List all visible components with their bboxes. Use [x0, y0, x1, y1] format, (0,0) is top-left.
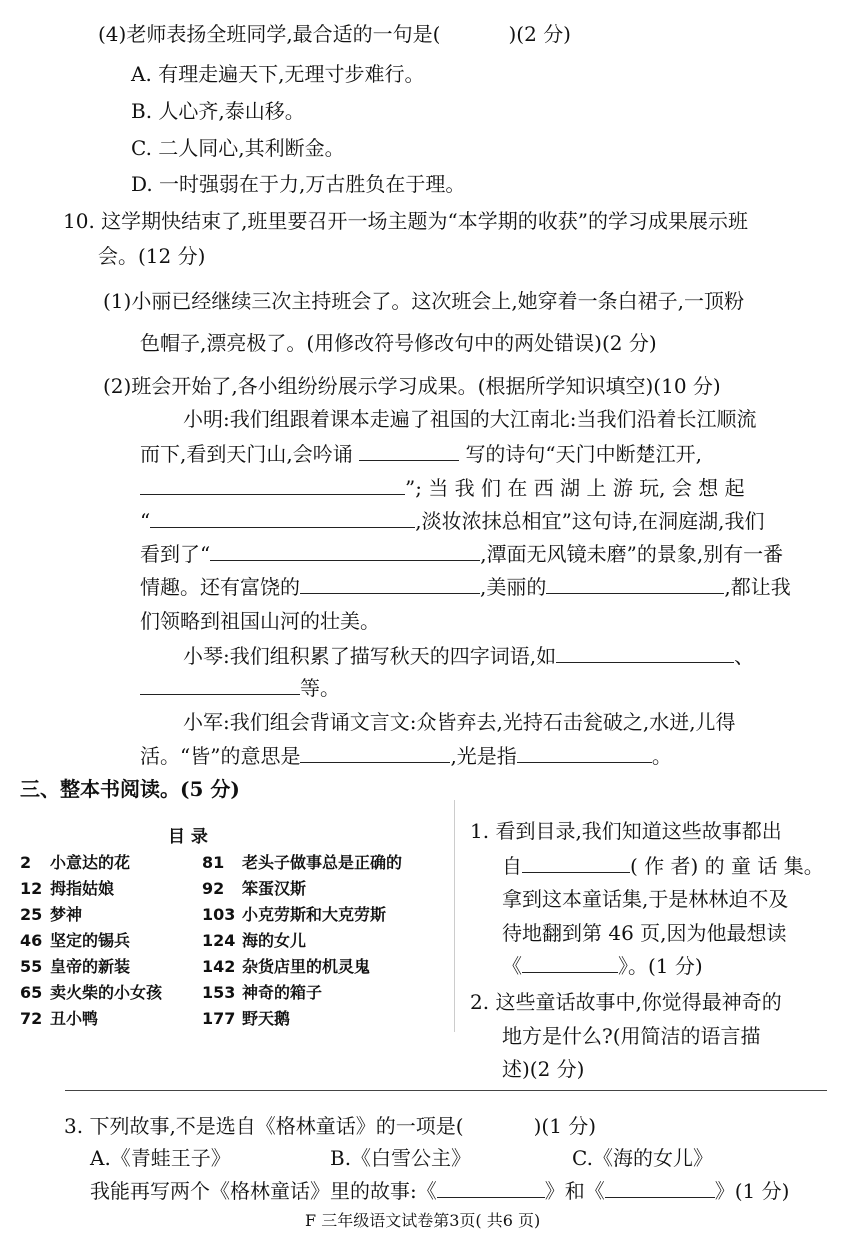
toc-title2-cell: 神奇的箱子	[242, 983, 323, 1002]
toc-row	[20, 876, 306, 899]
s3-q3-option-a: A.《青蛙王子》	[90, 1146, 231, 1170]
q10-p6b: ,美丽的	[480, 575, 547, 599]
s3-q1-l4: 待地翻到第 46 页,因为他最想读	[502, 921, 787, 945]
q10-p3-text: ”; 当 我 们 在 西 湖 上 游 玩, 会 想 起	[405, 476, 745, 500]
blank-author[interactable]	[522, 852, 630, 873]
s3-q2-l3: 述)(2 分)	[502, 1057, 585, 1081]
q10-p6	[140, 571, 791, 600]
s3-q1-l5	[502, 950, 703, 979]
toc-title2-cell: 海的女儿	[242, 931, 307, 950]
s3-q1-l2a: 自	[502, 854, 522, 878]
toc-title-cell: 卖火柴的小女孩	[50, 983, 163, 1002]
toc-title2-cell: 小克劳斯和大克劳斯	[242, 905, 387, 924]
q10-line1: 10. 这学期快结束了,班里要召开一场主题为“本学期的收获”的学习成果展示班	[63, 209, 748, 233]
blank-autumn-word-2[interactable]	[140, 674, 300, 695]
q10-p11b: ,光是指	[450, 744, 517, 768]
toc-page: 25	[20, 905, 43, 924]
s3-q3-stem-end: )(1 分)	[533, 1114, 597, 1138]
toc-title-cell: 皇帝的新装	[50, 957, 131, 976]
toc-title-cell: 梦神	[50, 905, 83, 924]
toc-title2-cell: 杂货店里的机灵鬼	[242, 957, 371, 976]
q10-sub1-line1: (1)小丽已经继续三次主持班会了。这次班会上,她穿着一条白裙子,一顶粉	[103, 289, 745, 313]
toc-page: 55	[20, 957, 43, 976]
q10-p3	[140, 472, 745, 501]
q10-p1: 小明:我们组跟着课本走遍了祖国的大江南北:当我们沿着长江顺流	[183, 407, 757, 431]
toc-page: 65	[20, 983, 43, 1002]
toc-row	[20, 928, 306, 951]
q10-p11a: 活。“皆”的意思是	[140, 744, 301, 768]
q10-p10: 小军:我们组会背诵文言文:众皆弃去,光持石击瓮破之,水迸,儿得	[183, 710, 736, 734]
toc-row	[20, 902, 386, 925]
blank-grimm-story-2[interactable]	[605, 1177, 715, 1198]
s3-q1-l5a: 《	[502, 954, 522, 978]
s3-q1-l3: 拿到这本童话集,于是林林迫不及	[502, 887, 789, 911]
q10-line2: 会。(12 分)	[98, 244, 206, 268]
q9-4-option-c: C. 二人同心,其利断金。	[131, 136, 345, 160]
q10-p6c: ,都让我	[724, 575, 791, 599]
q10-p2b: 写的诗句“天门中断楚江开,	[465, 442, 703, 466]
blank-beautiful-place[interactable]	[546, 573, 724, 594]
q10-p6a: 情趣。还有富饶的	[140, 575, 300, 599]
q10-p11	[140, 740, 672, 769]
s3-q3-extra-a: 我能再写两个《格林童话》里的故事:《	[90, 1179, 437, 1203]
blank-grimm-story-1[interactable]	[437, 1177, 545, 1198]
blank-jie-meaning[interactable]	[300, 742, 450, 763]
q10-p4b: ,淡妆浓抹总相宜”这句诗,在洞庭湖,我们	[415, 509, 765, 533]
q10-sub1-line2: 色帽子,漂亮极了。(用修改符号修改句中的两处错误)(2 分)	[140, 331, 657, 355]
toc-title2-cell: 老头子做事总是正确的	[242, 853, 403, 872]
toc-title2-cell: 野天鹅	[242, 1009, 291, 1028]
toc-page: 72	[20, 1009, 43, 1028]
blank-guang-meaning[interactable]	[517, 742, 652, 763]
toc-page2: 142	[202, 957, 236, 976]
toc-page: 46	[20, 931, 43, 950]
q10-p5	[140, 538, 783, 567]
toc-row	[20, 1006, 290, 1029]
toc-title: 目 录	[168, 827, 208, 847]
toc-page: 2	[20, 853, 32, 872]
blank-autumn-word-1[interactable]	[556, 642, 734, 663]
s3-q3-extra-b: 》和《	[544, 1179, 605, 1203]
q9-4-stem-end: )(2 分)	[508, 22, 571, 46]
s3-q1-l2b: ( 作 者) 的 童 话 集。	[630, 854, 824, 878]
toc-title-cell: 小意达的花	[50, 853, 131, 872]
blank-dongting-line[interactable]	[210, 540, 480, 561]
s3-q3-option-c: C.《海的女儿》	[572, 1146, 713, 1170]
toc-title-cell: 拇指姑娘	[50, 879, 115, 898]
toc-page2: 177	[202, 1009, 236, 1028]
q10-p5b: ,潭面无风镜未磨”的景象,别有一番	[480, 542, 784, 566]
q10-p11c: 。	[651, 744, 672, 768]
toc-row	[20, 980, 322, 1003]
q9-4-stem	[98, 18, 571, 47]
s3-q3-stem	[64, 1110, 596, 1139]
q10-p8	[183, 640, 754, 669]
toc-row	[20, 850, 402, 873]
q10-p2	[140, 438, 702, 467]
page-footer: F 三年级语文试卷第3页( 共6 页)	[305, 1211, 541, 1230]
q10-p8a: 小琴:我们组积累了描写秋天的四字词语,如	[183, 644, 557, 668]
s3-q3-extra-c: 》(1 分)	[714, 1179, 790, 1203]
q9-4-option-b: B. 人心齐,泰山移。	[131, 99, 305, 123]
q9-4-option-d: D. 一时强弱在于力,万古胜负在于理。	[131, 172, 466, 196]
blank-west-lake-line[interactable]	[150, 507, 415, 528]
toc-title2-cell: 笨蛋汉斯	[242, 879, 307, 898]
blank-rich-place[interactable]	[300, 573, 480, 594]
s3-q1-l1: 1. 看到目录,我们知道这些故事都出	[470, 819, 782, 843]
q9-4-option-a: A. 有理走遍天下,无理寸步难行。	[131, 62, 425, 86]
blank-story-page46[interactable]	[522, 952, 618, 973]
s3-q2-l2: 地方是什么?(用简洁的语言描	[502, 1024, 761, 1048]
s3-q2-l1: 2. 这些童话故事中,你觉得最神奇的	[470, 990, 782, 1014]
answer-divider	[65, 1090, 827, 1091]
s3-q3-stem-text: 3. 下列故事,不是选自《格林童话》的一项是(	[64, 1114, 464, 1138]
q10-sub2: (2)班会开始了,各小组纷纷展示学习成果。(根据所学知识填空)(10 分)	[103, 374, 721, 398]
q9-4-stem-text: (4)老师表扬全班同学,最合适的一句是(	[98, 22, 441, 46]
s3-q3-extra	[90, 1175, 789, 1204]
toc-page2: 124	[202, 931, 236, 950]
toc-page2: 153	[202, 983, 236, 1002]
blank-poet[interactable]	[359, 440, 459, 461]
toc-page2: 92	[202, 879, 225, 898]
toc-row	[20, 954, 370, 977]
q10-p7: 们领略到祖国山河的壮美。	[140, 609, 380, 633]
q10-p4a: “	[140, 509, 151, 533]
q10-p9	[140, 672, 340, 701]
toc-title-cell: 坚定的锡兵	[50, 931, 131, 950]
q10-p2a: 而下,看到天门山,会吟诵	[140, 442, 353, 466]
s3-q1-l5b: 》。(1 分)	[618, 954, 703, 978]
q10-p9-text: 等。	[300, 676, 340, 700]
blank-poem-line[interactable]	[140, 474, 405, 495]
toc-title-cell: 丑小鸭	[50, 1009, 99, 1028]
section3-title: 三、整本书阅读。(5 分)	[20, 777, 240, 801]
q10-p8b: 、	[734, 644, 755, 668]
toc-page2: 81	[202, 853, 225, 872]
s3-q3-option-b: B.《白雪公主》	[330, 1146, 472, 1170]
toc-page2: 103	[202, 905, 236, 924]
q10-p5a: 看到了“	[140, 542, 211, 566]
s3-q1-l2	[502, 850, 824, 879]
toc-page: 12	[20, 879, 43, 898]
q10-p4	[140, 505, 765, 534]
